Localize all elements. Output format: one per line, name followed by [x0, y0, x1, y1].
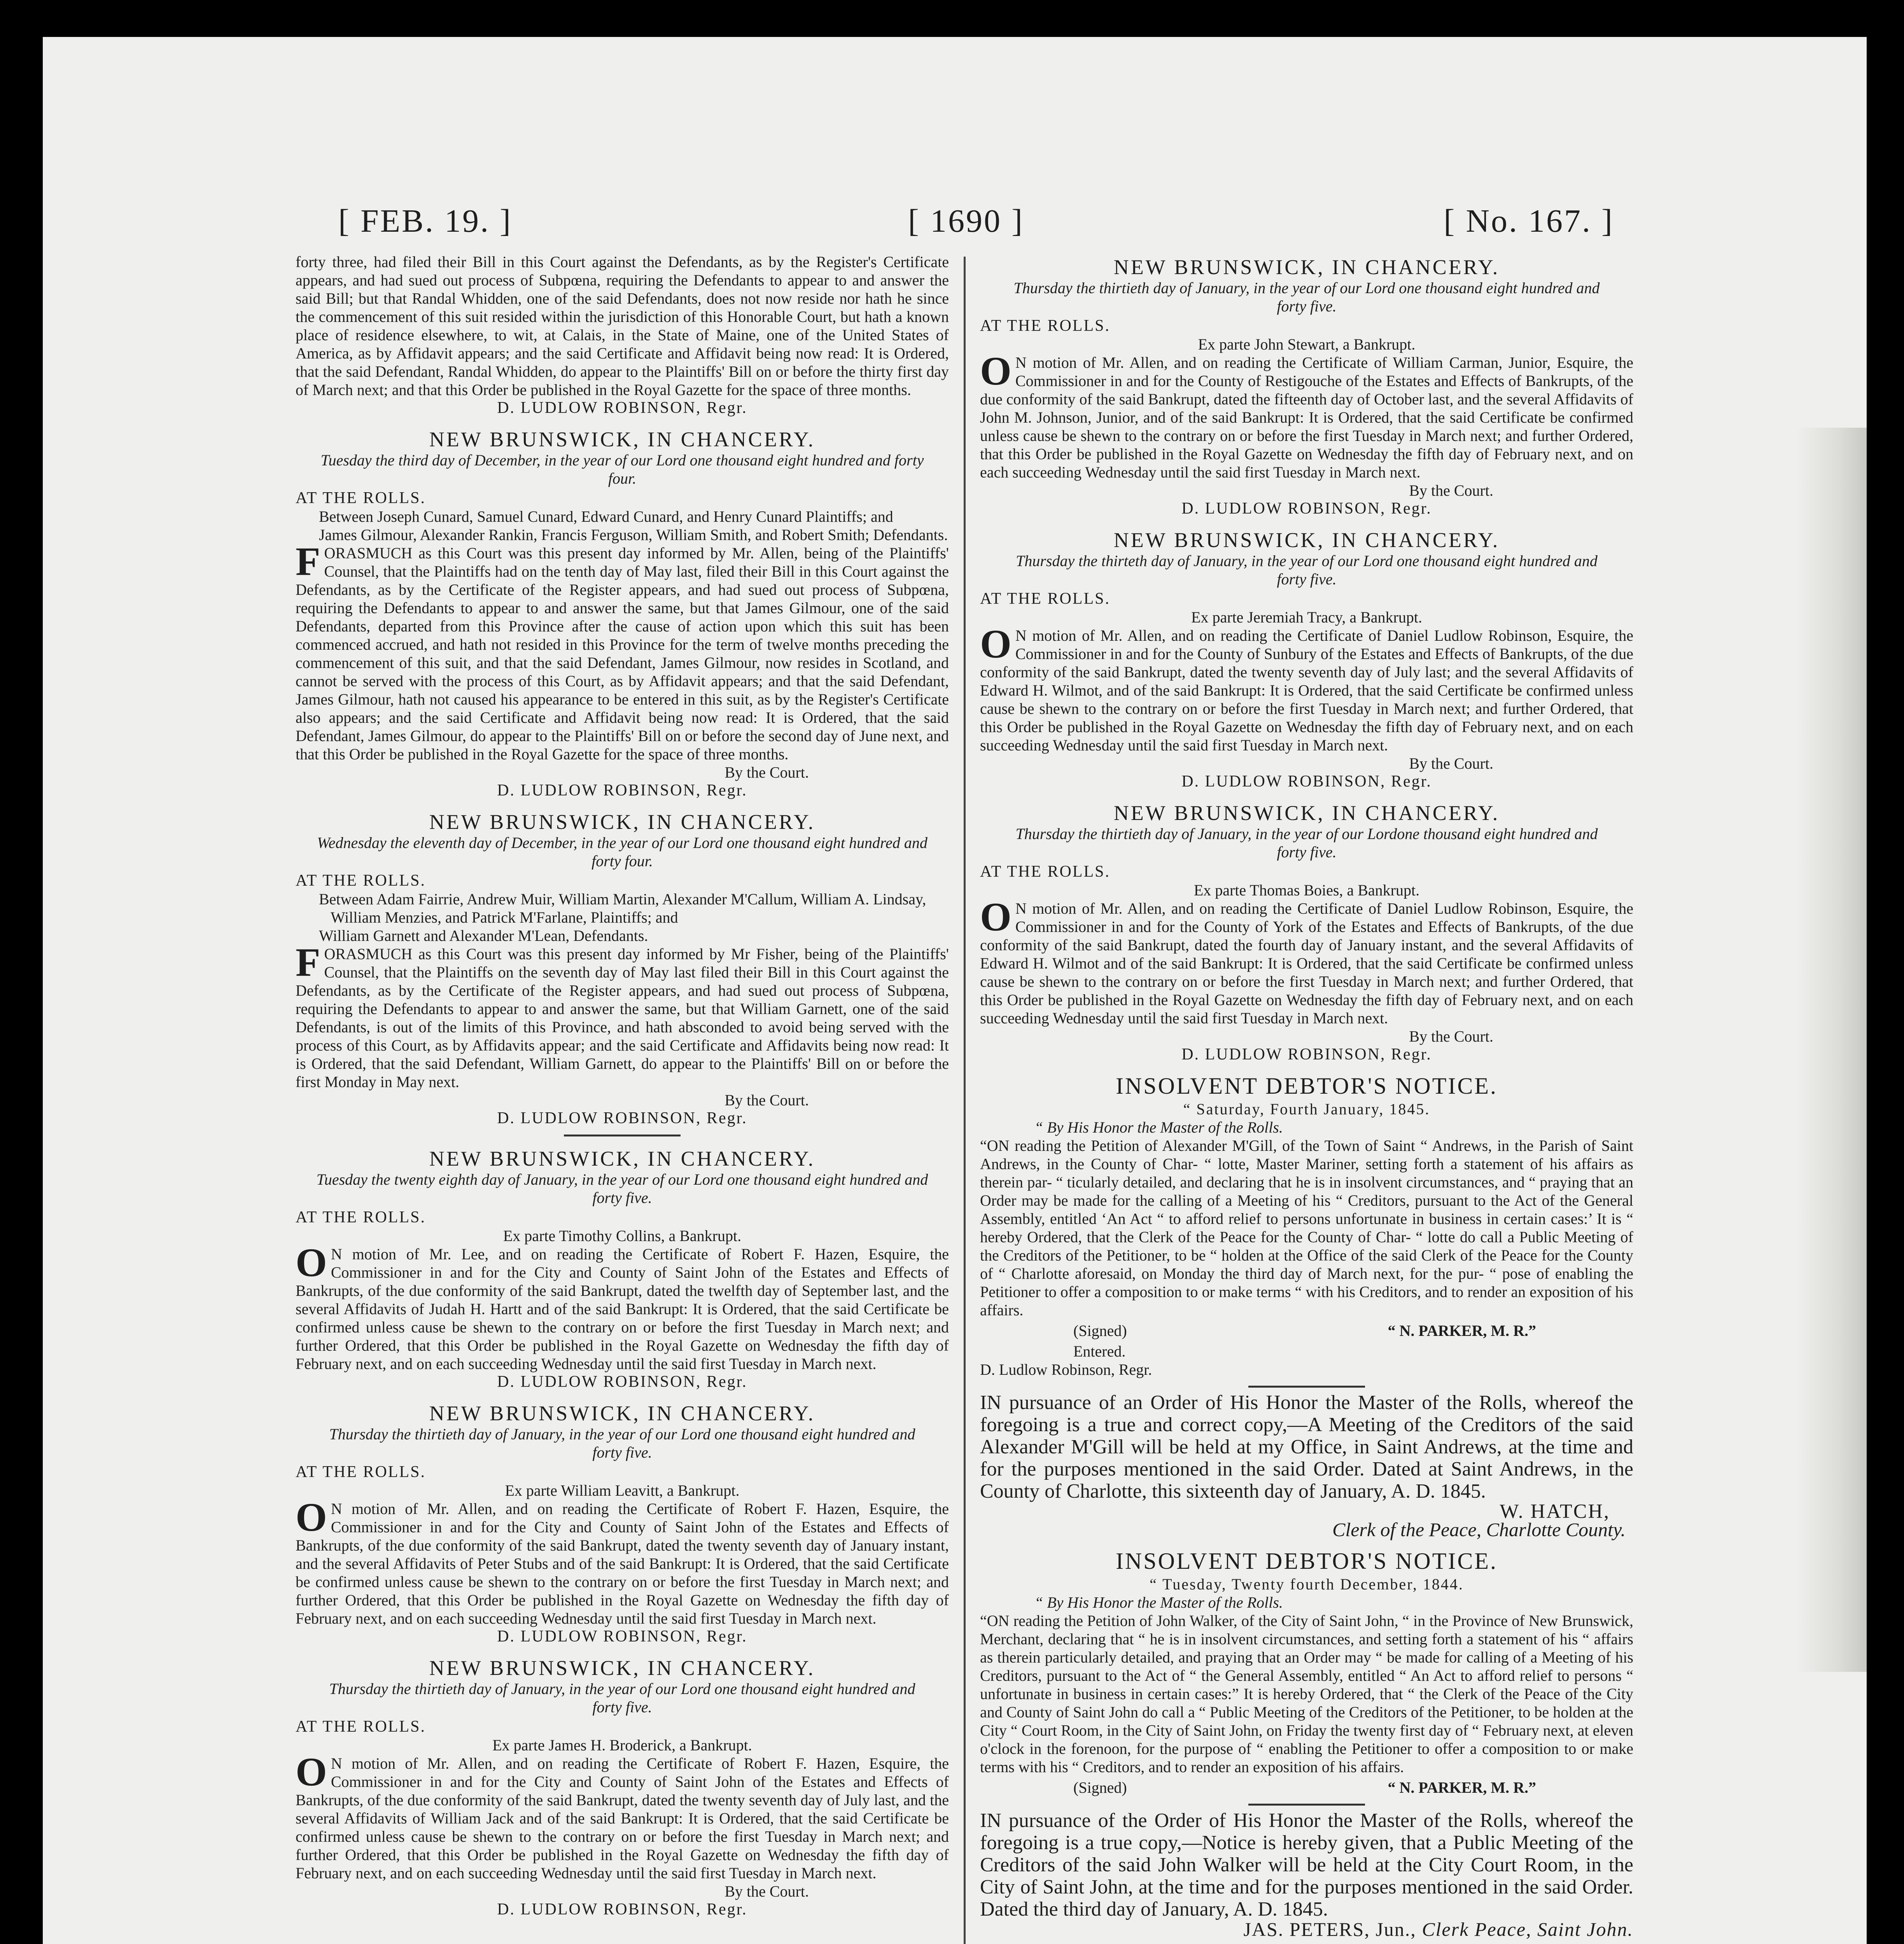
master-signature: “ N. PARKER, M. R.”: [1388, 1779, 1536, 1796]
registrar-signature: D. LUDLOW ROBINSON, Regr.: [497, 781, 747, 799]
at-the-rolls: AT THE ROLLS.: [980, 317, 1110, 335]
notice-body: ON motion of Mr. Allen, and on reading the Certificate of Daniel Ludlow Robinson, Esquire, the Commissioner in and for the County of York of the Estates and Effects of Bankrupts, of the due conformity of the said Bankrupt, dated the fourth day of January instant, and the several Affidavits of Edward H. Wilmot and of the said Bankrupt: It is Ordered, that the said Certificate be confirmed unless cause be shewn to the contrary on or before the first Tuesday in March next; and further Ordered, that this Order be published in the Royal Gazette on Wednesday the fifth day of February next, and on each succeeding Wednesday until the said first Tuesday in March next.: [980, 895, 1633, 1027]
ex-parte: Ex parte Jeremiah Tracy, a Bankrupt.: [1191, 608, 1422, 626]
pursuance-body: IN pursuance of an Order of His Honor the Master of the Rolls, whereof the foregoing is a true and correct copy,—A Meeting of the Creditors of the said Alexander M'Gill will be held at my Office, in Saint Andrews, at the time and for the purposes mentioned in the said Order. Dated at Saint Andrews, in the County of Charlotte, this sixteenth day of January, A. D. 1845.: [980, 1392, 1633, 1502]
ex-parte: Ex parte Timothy Collins, a Bankrupt.: [503, 1227, 742, 1245]
notice-title: NEW BRUNSWICK, IN CHANCERY.: [429, 1147, 816, 1170]
notice-stewart: [980, 255, 1633, 518]
signed-label: (Signed): [1073, 1322, 1127, 1339]
notice-whidden: [296, 253, 949, 417]
ornamental-rule: [564, 1135, 681, 1136]
notice-dateline: Wednesday the eleventh day of December, in the year of our Lord one thousand eight hundred and forty four.: [317, 834, 928, 870]
registrar-signature: D. LUDLOW ROBINSON, Regr.: [497, 1628, 747, 1645]
at-the-rolls: AT THE ROLLS.: [980, 863, 1110, 881]
clerk-title: Clerk Peace, Saint John.: [1422, 1918, 1633, 1940]
signed-line: [980, 1778, 1633, 1797]
at-the-rolls: AT THE ROLLS.: [296, 872, 426, 890]
notice-body: FORASMUCH as this Court was this present day informed by Mr Fisher, being of the Plaintiffs' Counsel, that the Plaintiffs on the seventh day of May last filed their Bill in this Court against the Defendants, as by the Certificate of the Register appears, and had sued out process of Subpœna, requiring the Defendants to appear to and answer the same, but that William Garnett, one of the said Defendants, is out of the limits of this Province, and hath absconded to avoid being served with the process of this Court, as by Affidavits appear; and the said Certificate and Affidavits being now read: It is Ordered, that the said Defendant, William Garnett, do appear to the Plaintiffs' Bill on or before the first Monday in May next.: [296, 940, 949, 1091]
notice-body: forty three, had filed their Bill in this Court against the Defendants, as by the Register's Certificate appears, and had sued out process of Subpœna, requiring the Defendants to appear to and answer the said Bill; but that Randal Whidden, one of the said Defendants, does not now reside nor hath he since the commencement of this suit resided within the jurisdiction of this Honorable Court, but hath a known place of residence elsewhere, to wit, at Calais, in the State of Maine, one of the United States of America, as by Affidavit appears; and the said Certificate and Affidavit being now read: It is Ordered, that the said Defendant, Randal Whidden, do appear to the Plaintiffs' Bill on or before the thirty first day of March next; and that this Order be published in the Royal Gazette for the space of three months.: [296, 253, 949, 399]
at-the-rolls: AT THE ROLLS.: [980, 590, 1110, 608]
at-the-rolls: AT THE ROLLS.: [296, 1208, 426, 1226]
notice-boies: [980, 801, 1633, 1064]
right-column: [980, 253, 1633, 1944]
by-the-court: By the Court.: [1409, 482, 1493, 499]
insolvent-notice-mcgill: [980, 1073, 1633, 1540]
registrar-signature: D. LUDLOW ROBINSON, Regr.: [1181, 773, 1432, 790]
issue-date: [ FEB. 19. ]: [338, 203, 512, 239]
master-signature: “ N. PARKER, M. R.”: [1388, 1322, 1536, 1339]
page-number: [ 1690 ]: [908, 203, 1024, 239]
at-the-rolls: AT THE ROLLS.: [296, 1463, 426, 1481]
pursuance-body: IN pursuance of the Order of His Honor the Master of the Rolls, whereof the foregoing is a true copy,—Notice is hereby given, that a Public Meeting of the Creditors of the said John Walker will be held at the City Court Room, in the City of Saint John, at the time and for the purposes mentioned in the said Order. Dated the third day of January, A. D. 1845.: [980, 1809, 1633, 1920]
clerk-name: JAS. PETERS, Jun.,: [1243, 1918, 1416, 1940]
page-fold-shadow: [1797, 428, 1867, 1672]
registrar-signature: D. LUDLOW ROBINSON, Regr.: [497, 1373, 747, 1391]
notice-body: ON motion of Mr. Allen, and on reading the Certificate of Robert F. Hazen, Esquire, the Commissioner in and for the City and County of Saint John of the Estates and Effects of Bankrupts, of the due conformity of the said Bankrupt, dated the twenty seventh day of January instant, and the several Affidavits of Peter Stubs and of the said Bankrupt: It is Ordered, that the said Certificate be confirmed unless cause be shewn to the contrary on or before the first Tuesday in March next; and further Ordered, that this Order be published in the Royal Gazette on Wednesday the fifth day of February next, and on each succeeding Wednesday until the said first Tuesday in March next.: [296, 1495, 949, 1627]
by-the-court: By the Court.: [724, 1883, 809, 1900]
notice-dateline: “ Saturday, Fourth January, 1845.: [1183, 1100, 1430, 1118]
notice-body: “ON reading the Petition of Alexander M'Gill, of the Town of Saint “ Andrews, in the Parish of Saint Andrews, in the County of Char- “ lotte, Master Mariner, setting forth a statement of his affairs as therein par- “ ticularly detailed, and declaring that he is in insolvent circumstances, and “ praying that an Order may be made for the calling of a Meeting of his “ Creditors, pursuant to the Act of the General Assembly, entitled ‘An Act “ to afford relief to persons unfortunate in business in certain cases:’ It is “ hereby Ordered, that the Clerk of the Peace for the County of Char- “ lotte do call a Public Meeting of the Creditors of the Petitioner, to be “ holden at the Office of the said Clerk of the Peace for the County of “ Charlotte aforesaid, on Monday the third day of March next, for the pur- “ pose of enabling the Petitioner to offer a composition to or make terms “ with his Creditors, and to render an exposition of his affairs.: [980, 1137, 1633, 1319]
notice-broderick: [296, 1656, 949, 1919]
notice-title: NEW BRUNSWICK, IN CHANCERY.: [429, 1402, 816, 1425]
authority-line: “ By His Honor the Master of the Rolls.: [1034, 1594, 1283, 1611]
ex-parte: Ex parte James H. Broderick, a Bankrupt.: [492, 1736, 752, 1754]
notice-leavitt: [296, 1404, 949, 1646]
notice-title: NEW BRUNSWICK, IN CHANCERY.: [429, 1656, 816, 1680]
notice-body: ON motion of Mr. Allen, and on reading the Certificate of Robert F. Hazen, Esquire, the Commissioner in and for the City and County of Saint John of the Estates and Effects of Bankrupts, of the due conformity of the said Bankrupt, dated the twenty seventh day of July last, and the several Affidavits of William Jack and of the said Bankrupt: It is Ordered, that the said Certificate be confirmed unless cause be shewn to the contrary on or before the first Tuesday in March next; and further Ordered, that this Order be published in the Royal Gazette on Wednesday the fifth day of February next, and on each succeeding Wednesday until the said first Tuesday in March next.: [296, 1750, 949, 1882]
entered-by: D. Ludlow Robinson, Regr.: [980, 1361, 1152, 1378]
page-header: [338, 202, 1614, 249]
notice-title: INSOLVENT DEBTOR'S NOTICE.: [1115, 1073, 1498, 1099]
notice-collins: [296, 1147, 949, 1391]
notice-body: ON motion of Mr. Allen, and on reading the Certificate of William Carman, Junior, Esquire, the Commissioner in and for the County of Restigouche of the Estates and Effects of Bankrupts, of the due conformity of the said Bankrupt, dated the fifteenth day of October last, and the several Affidavits of John M. Johnson, Junior, and of the said Bankrupt: It is Ordered, that the said Certificate be confirmed unless cause be shewn to the contrary on or before the first Tuesday in March next; and further Ordered, that this Order be published in the Royal Gazette on Wednesday the fifth day of February next, and on each succeeding Wednesday until the said first Tuesday in March next.: [980, 349, 1633, 481]
plaintiffs: Between Joseph Cunard, Samuel Cunard, Edward Cunard, and Henry Cunard Plaintiffs; and: [319, 508, 893, 525]
notice-title: NEW BRUNSWICK, IN CHANCERY.: [1113, 255, 1500, 279]
notice-title: NEW BRUNSWICK, IN CHANCERY.: [429, 428, 816, 451]
ex-parte: Ex parte John Stewart, a Bankrupt.: [1198, 336, 1416, 353]
at-the-rolls: AT THE ROLLS.: [296, 489, 426, 507]
notice-dateline: Thursday the thirtieth day of January, in the year of our Lord one thousand eight hundred and forty five.: [329, 1425, 915, 1461]
notice-tracy: [980, 528, 1633, 791]
clerk-signature: W. HATCH,: [1500, 1500, 1610, 1523]
signed-line: [980, 1322, 1633, 1340]
defendants: William Garnett and Alexander M'Lean, Defendants.: [319, 927, 648, 944]
notice-dateline: Thursday the thirtieth day of January, in the year of our Lordone thousand eight hundred and forty five.: [1015, 825, 1598, 861]
notice-title: NEW BRUNSWICK, IN CHANCERY.: [429, 810, 816, 834]
notice-dateline: Thursday the thirtieth day of January, in the year of our Lord one thousand eight hundred and forty five.: [1013, 279, 1600, 315]
notice-body: ON motion of Mr. Lee, and on reading the Certificate of Robert F. Hazen, Esquire, the Commissioner in and for the City and County of Saint John of the Estates and Effects of Bankrupts, of the due conformity of the said Bankrupt, dated the twelfth day of September last, and the several Affidavits of Judah H. Hartt and of the said Bankrupt: It is Ordered, that the said Certificate be confirmed unless cause be shewn to the contrary on or before the first Tuesday in March next; and further Ordered, that this Order be published in the Royal Gazette on Wednesday the fifth day of February next, and on each succeeding Wednesday until the said first Tuesday in March next.: [296, 1240, 949, 1372]
clerk-signature: [980, 1920, 1633, 1939]
clerk-title: Clerk of the Peace, Charlotte County.: [1332, 1519, 1626, 1540]
plaintiffs: Between Adam Fairrie, Andrew Muir, William Martin, Alexander M'Callum, William A. Lindsay, William Menzies, and Patrick M'Farlane, Plaintiffs; and: [319, 890, 926, 926]
notice-body: “ON reading the Petition of John Walker, of the City of Saint John, “ in the Province of New Brunswick, Merchant, declaring that “ he is in insolvent circumstances, and setting forth a statement of his “ affairs as therein particularly detailed, and praying that an Order may “ be made for calling of a Meeting of his Creditors, pursuant to the Act of “ the General Assembly, entitled “ An Act to afford relief to persons “ unfortunate in business in certain cases:” It is hereby Ordered, that “ the Clerk of the Peace of the City and County of Saint John do call a “ Public Meeting of the Creditors of the Petitioner, to be holden at the City “ Court Room, in the City of Saint John, on Friday the twenty first day of “ February next, at eleven o'clock in the forenoon, for the purpose of “ enabling the Petitioner to offer a composition to or make terms with his “ Creditors, and to render an exposition of his affairs.: [980, 1612, 1633, 1776]
defendants: James Gilmour, Alexander Rankin, Francis Ferguson, William Smith, and Robert Smith; Defendants.: [319, 526, 948, 544]
left-column: [296, 253, 949, 1932]
by-the-court: By the Court.: [724, 764, 809, 781]
entered-label: Entered.: [1073, 1343, 1126, 1360]
notice-body: ON motion of Mr. Allen, and on reading the Certificate of Daniel Ludlow Robinson, Esquire, the Commissioner in and for the County of Sunbury of the Estates and Effects of Bankrupts, of the due conformity of the said Bankrupt, dated the twenty seventh day of July last; and the several Affidavits of Edward H. Wilmot, and of the said Bankrupt: It is Ordered, that the said Certificate be confirmed unless cause be shewn to the contrary on or before the first Tuesday in March next; and further Ordered, that this Order be published in the Royal Gazette on Wednesday the fifth day of February next, and on each succeeding Wednesday until the said first Tuesday in March next.: [980, 622, 1633, 754]
by-the-court: By the Court.: [1409, 755, 1493, 772]
notice-title: INSOLVENT DEBTOR'S NOTICE.: [1115, 1548, 1498, 1574]
notice-title: NEW BRUNSWICK, IN CHANCERY.: [1113, 801, 1500, 825]
ornamental-rule: [1248, 1804, 1365, 1806]
notice-cunard: [296, 430, 949, 800]
registrar-signature: D. LUDLOW ROBINSON, Regr.: [1181, 500, 1432, 517]
registrar-signature: D. LUDLOW ROBINSON, Regr.: [497, 1109, 747, 1127]
registrar-signature: D. LUDLOW ROBINSON, Regr.: [1181, 1045, 1432, 1063]
registrar-signature: D. LUDLOW ROBINSON, Regr.: [497, 1900, 747, 1918]
notice-body: FORASMUCH as this Court was this present day informed by Mr. Allen, being of the Plaintiffs' Counsel, that the Plaintiffs had on the tenth day of May last, filed their Bill in this Court against the Defendants, as by the Certificate of the Register appears, and had sued out process of Subpœna, requiring the Defendants to appear to and answer the same, but that James Gilmour, one of the said Defendants, departed from this Province after the cause of action upon which this suit has been commenced accrued, and hath not resided in this Province for the term of twelve months preceding the commencement of this suit, and that the said Defendant, James Gilmour, now resides in Scotland, and cannot be served with the process of this Court, as by Affidavit appears; and that the said Defendant, James Gilmour, hath not caused his appearance to be entered in this suit, as by the Register's Certificate also appears; and the said Certificate and Affidavit being now read: It is Ordered, that the said Defendant, James Gilmour, do appear to the Plaintiffs' Bill on or before the second day of June next, and that this Order be published in the Royal Gazette for the space of three months.: [296, 539, 949, 763]
ornamental-rule: [1248, 1386, 1365, 1388]
ex-parte: Ex parte Thomas Boies, a Bankrupt.: [1194, 881, 1420, 899]
registrar-signature: D. LUDLOW ROBINSON, Regr.: [497, 399, 747, 417]
signed-label: (Signed): [1073, 1779, 1127, 1796]
by-the-court: By the Court.: [1409, 1028, 1493, 1045]
ex-parte: Ex parte William Leavitt, a Bankrupt.: [505, 1482, 740, 1499]
notice-dateline: Thursday the thirteth day of January, in the year of our Lord one thousand eight hundred and forty five.: [1016, 552, 1598, 588]
notice-fairrie: [296, 810, 949, 1136]
notice-dateline: Thursday the thirtieth day of January, in the year of our Lord one thousand eight hundred and forty five.: [329, 1680, 915, 1716]
column-divider: [964, 257, 966, 1944]
authority-line: “ By His Honor the Master of the Rolls.: [1034, 1119, 1283, 1136]
at-the-rolls: AT THE ROLLS.: [296, 1718, 426, 1736]
insolvent-notice-walker: [980, 1548, 1633, 1940]
notice-dateline: Tuesday the third day of December, in the year of our Lord one thousand eight hundred and forty four.: [320, 451, 924, 487]
notice-dateline: Tuesday the twenty eighth day of January, in the year of our Lord one thousand eight hundred and forty five.: [316, 1171, 928, 1206]
by-the-court: By the Court.: [724, 1091, 809, 1109]
notice-title: NEW BRUNSWICK, IN CHANCERY.: [1113, 528, 1500, 552]
notice-dateline: “ Tuesday, Twenty fourth December, 1844.: [1150, 1575, 1464, 1593]
issue-number: [ No. 167. ]: [1444, 203, 1614, 239]
